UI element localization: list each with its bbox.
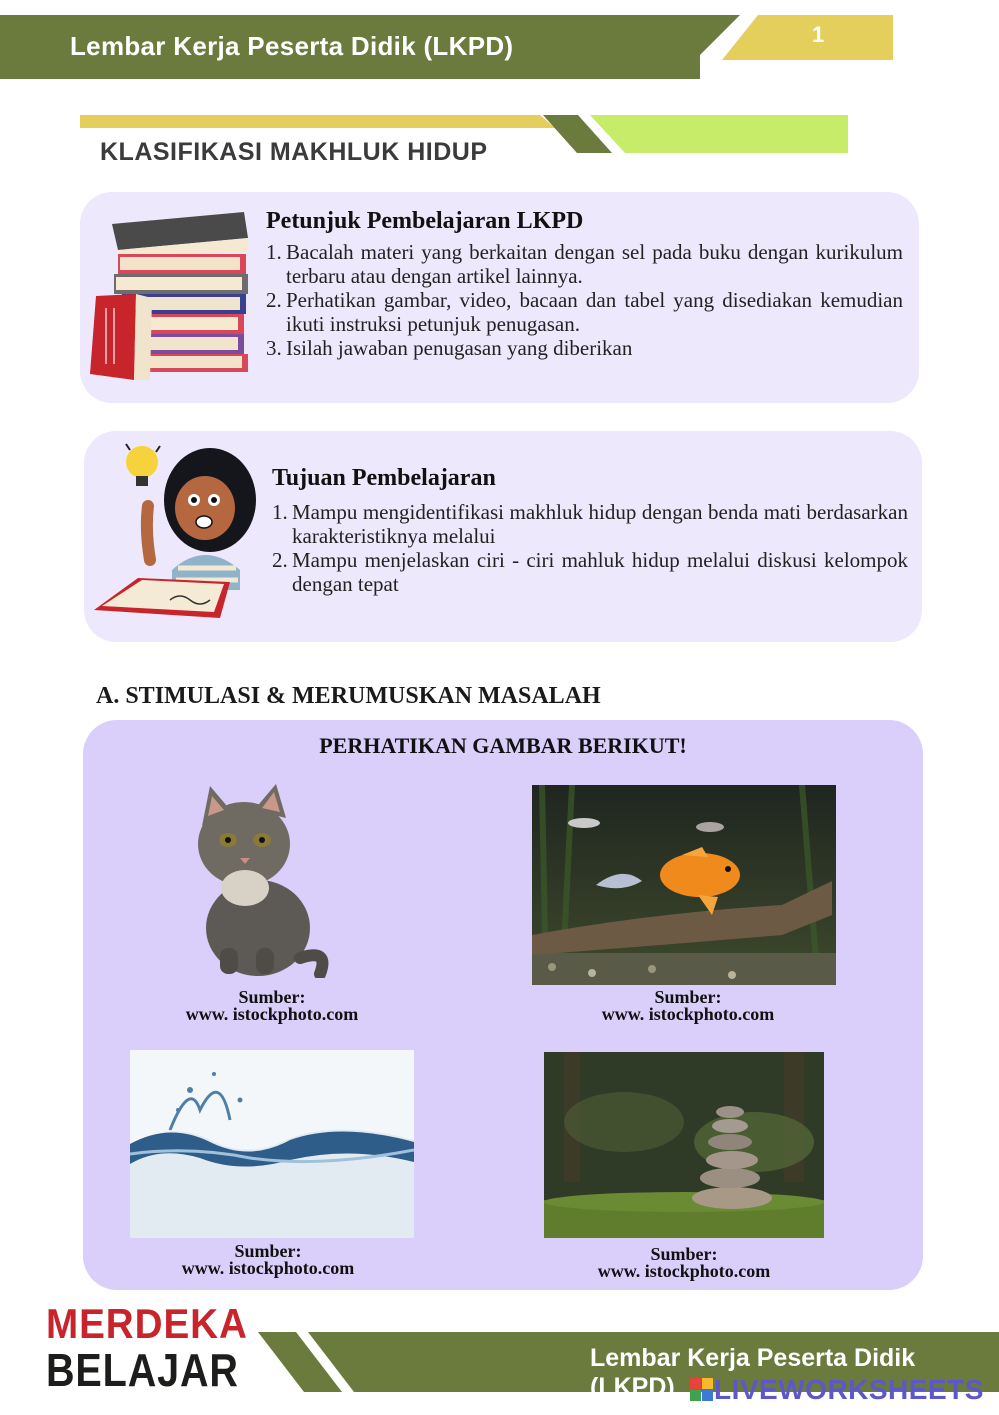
list-item (272, 500, 908, 548)
list-number: 1. (266, 240, 282, 264)
list-item (266, 288, 903, 336)
image-source (158, 1243, 378, 1277)
source-label: Sumber: (654, 987, 722, 1007)
source-label: Sumber: (650, 1244, 718, 1264)
list-item (266, 240, 903, 288)
instructions-heading: Petunjuk Pembelajaran LKPD (266, 208, 584, 234)
list-text: Mampu menjelaskan ciri - ciri mahluk hidup melalui diskusi kelompok dengan tepat (292, 548, 908, 596)
student-illustration (90, 440, 260, 620)
list-text: Bacalah materi yang berkaitan dengan sel pada buku dengan kurikulum terbaru atau dengan artikel lainnya. (286, 240, 903, 288)
list-number: 2. (266, 288, 282, 312)
image-source (574, 1246, 794, 1280)
source-label: Sumber: (238, 987, 306, 1007)
stimulus-box-heading: PERHATIKAN GAMBAR BERIKUT! (319, 733, 687, 758)
source-url: www. istockphoto.com (601, 1004, 775, 1024)
list-text: Perhatikan gambar, video, bacaan dan tabel yang disediakan kemudian ikuti instruksi petunjuk penugasan. (286, 288, 903, 336)
objectives-heading: Tujuan Pembelajaran (272, 465, 496, 491)
logo-line-1: MERDEKA (46, 1300, 248, 1347)
source-url: www. istockphoto.com (185, 1004, 359, 1024)
goldfish-image (532, 785, 836, 985)
header-title: Lembar Kerja Peserta Didik (LKPD) (70, 31, 514, 61)
water-image (130, 1050, 414, 1238)
list-number: 1. (272, 500, 288, 524)
list-item (272, 548, 908, 596)
image-source (578, 989, 798, 1023)
instructions-list (266, 240, 903, 360)
list-number: 3. (266, 336, 282, 360)
list-text: Isilah jawaban penugasan yang diberikan (286, 336, 633, 360)
liveworksheets-icon (690, 1378, 714, 1402)
list-number: 2. (272, 548, 288, 572)
logo-line-2: BELAJAR (46, 1344, 239, 1396)
footer-title: Lembar Kerja Peserta Didik (LKPD) (590, 1344, 916, 1401)
section-title: KLASIFIKASI MAKHLUK HIDUP (100, 138, 488, 166)
liveworksheets-watermark: LIVEWORKSHEETS (714, 1374, 984, 1405)
stones-image (544, 1052, 824, 1238)
cat-image (180, 778, 340, 978)
books-illustration (88, 204, 256, 384)
list-item (266, 336, 903, 360)
stimulus-section-heading: A. STIMULASI & MERUMUSKAN MASALAH (96, 683, 601, 709)
list-text: Mampu mengidentifikasi makhluk hidup dengan benda mati berdasarkan karakteristiknya melalui (292, 500, 908, 548)
source-url: www. istockphoto.com (181, 1258, 355, 1278)
page-number: 1 (812, 22, 825, 47)
objectives-list (272, 500, 908, 596)
source-label: Sumber: (234, 1241, 302, 1261)
source-url: www. istockphoto.com (597, 1261, 771, 1281)
image-source (162, 989, 382, 1023)
